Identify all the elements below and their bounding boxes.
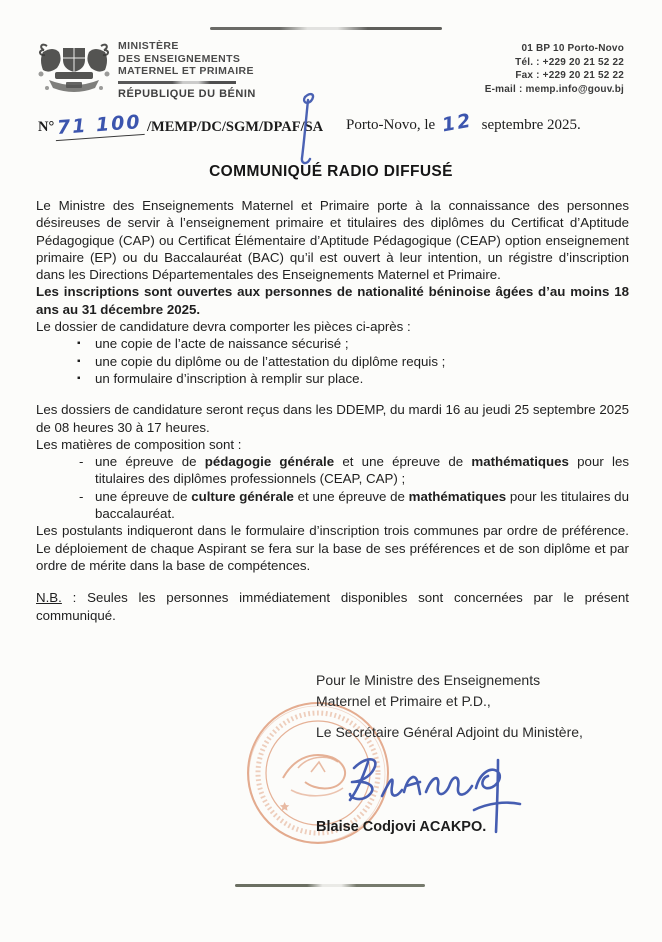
republic-label: RÉPUBLIQUE DU BÉNIN (118, 87, 256, 100)
ministry-line: DES ENSEIGNEMENTS (118, 52, 241, 65)
page-title: COMMUNIQUÉ RADIO DIFFUSÉ (209, 163, 453, 180)
contact-info (485, 42, 624, 96)
reference-number-line (38, 111, 324, 139)
ministry-line: MATERNEL ET PRIMAIRE (118, 65, 254, 77)
subject-bold: mathématiques (471, 454, 569, 470)
nb-label: N.B. (36, 590, 62, 606)
top-scan-line (210, 27, 442, 30)
signatory-role: Le Secrétaire Général Adjoint du Ministère, (316, 724, 583, 740)
paragraph-reception: Les dossiers de candidature seront reçus dans les DDEMP, du mardi 16 au jeudi 25 septembre 2025 de 08 heures 30 à 17 heures. (36, 402, 629, 435)
ministry-underline-rule (118, 81, 236, 84)
place-date-line (346, 109, 581, 137)
paragraph-nota-bene (36, 589, 629, 624)
paragraph-dossier-intro: Le dossier de candidature devra comporter les pièces ci-après : (36, 319, 411, 335)
subject-bold: culture générale (191, 488, 294, 504)
handwritten-reference-number: 71 100 (55, 111, 145, 141)
paragraph-subjects-intro: Les matières de composition sont : (36, 436, 242, 452)
subject-bold: mathématiques (408, 488, 507, 504)
bottom-scan-line (235, 884, 425, 887)
list-item: ▪ une copie de l’acte de naissance sécurisé ; (95, 335, 629, 352)
subject-text: une épreuve de (95, 454, 205, 470)
signatory-name: Blaise Codjovi ACAKPO. (316, 819, 487, 835)
subject-text: une épreuve de (95, 488, 192, 504)
dossier-items-list (36, 335, 629, 387)
place-date-pre: Porto-Novo, le (346, 117, 436, 133)
paragraph-eligibility: Les inscriptions sont ouvertes aux personnes de nationalité béninoise âgées d’au moins 18 ans au 31 décembre 2025. (36, 284, 629, 317)
coat-of-arms-icon (35, 36, 113, 98)
paragraph-deployment: Les postulants indiqueront dans le formulaire d’inscription trois communes par ordre de préférence. Le déploiement de chaque Aspirant se fera sur la base de ses préférences et de son diplôme et par ordre de mérite dans la base de compétences. (36, 523, 629, 573)
list-item: ▪ un formulaire d’inscription à remplir sur place. (95, 370, 629, 387)
list-item: ▪ une copie du diplôme ou de l’attestation du diplôme requis ; (95, 353, 629, 370)
subject-bold: pédagogie générale (204, 454, 335, 470)
paraph-icon (283, 90, 325, 168)
nb-text: : Seules les personnes immédiatement disponibles sont concernées par le présent communiqué. (36, 590, 629, 623)
subject-text: pour les titulaires du baccalauréat. (95, 488, 629, 522)
subject-text: et une épreuve de (293, 488, 409, 504)
signature-on-behalf-line1: Pour le Ministre des Enseignements (316, 672, 541, 688)
subject-text: pour les titulaires des diplômes professionnels (CEAP, CAP) ; (95, 454, 629, 487)
handwritten-day: 12 (440, 109, 475, 137)
contact-tel: Tél. : +229 20 21 52 22 (515, 56, 624, 68)
contact-email: E-mail : memp.info@gouv.bj (484, 83, 624, 95)
reference-suffix: /MEMP/DC/SGM/DPAF/SA (147, 119, 324, 135)
list-item (95, 488, 629, 523)
document-body (36, 197, 629, 624)
contact-fax: Fax : +229 20 21 52 22 (515, 70, 624, 81)
contact-address: 01 BP 10 Porto-Novo (521, 43, 624, 54)
subject-text: et une épreuve de (334, 454, 472, 470)
ministry-line: MINISTÈRE (118, 40, 179, 52)
signature-block (316, 670, 626, 743)
place-date-post: septembre 2025. (481, 117, 581, 133)
paraph-ink (283, 90, 325, 173)
list-item (95, 453, 629, 488)
signature-on-behalf-line2: Maternel et Primaire et P.D., (316, 693, 491, 709)
reference-prefix: N° (38, 119, 55, 135)
benin-coat-of-arms-logo (35, 36, 113, 103)
subjects-list (36, 453, 629, 522)
signature-ink (338, 746, 533, 851)
paragraph-intro: Le Ministre des Enseignements Maternel et Primaire porte à la connaissance des personnes désireuses de servir à l’enseignement primaire et titulaires des diplômes du Certificat d’Aptitude Pédagogique (CAP) ou Certificat Élémentaire d’Aptitude Pédagogique (CEAP) option enseignement primaire (EP) ou du Baccalauréat (BAC) qu’il est ouvert à leur intention, un régistre d’inscription dans les Directions Départementales des Enseignements Maternel et Primaire. (36, 198, 629, 283)
